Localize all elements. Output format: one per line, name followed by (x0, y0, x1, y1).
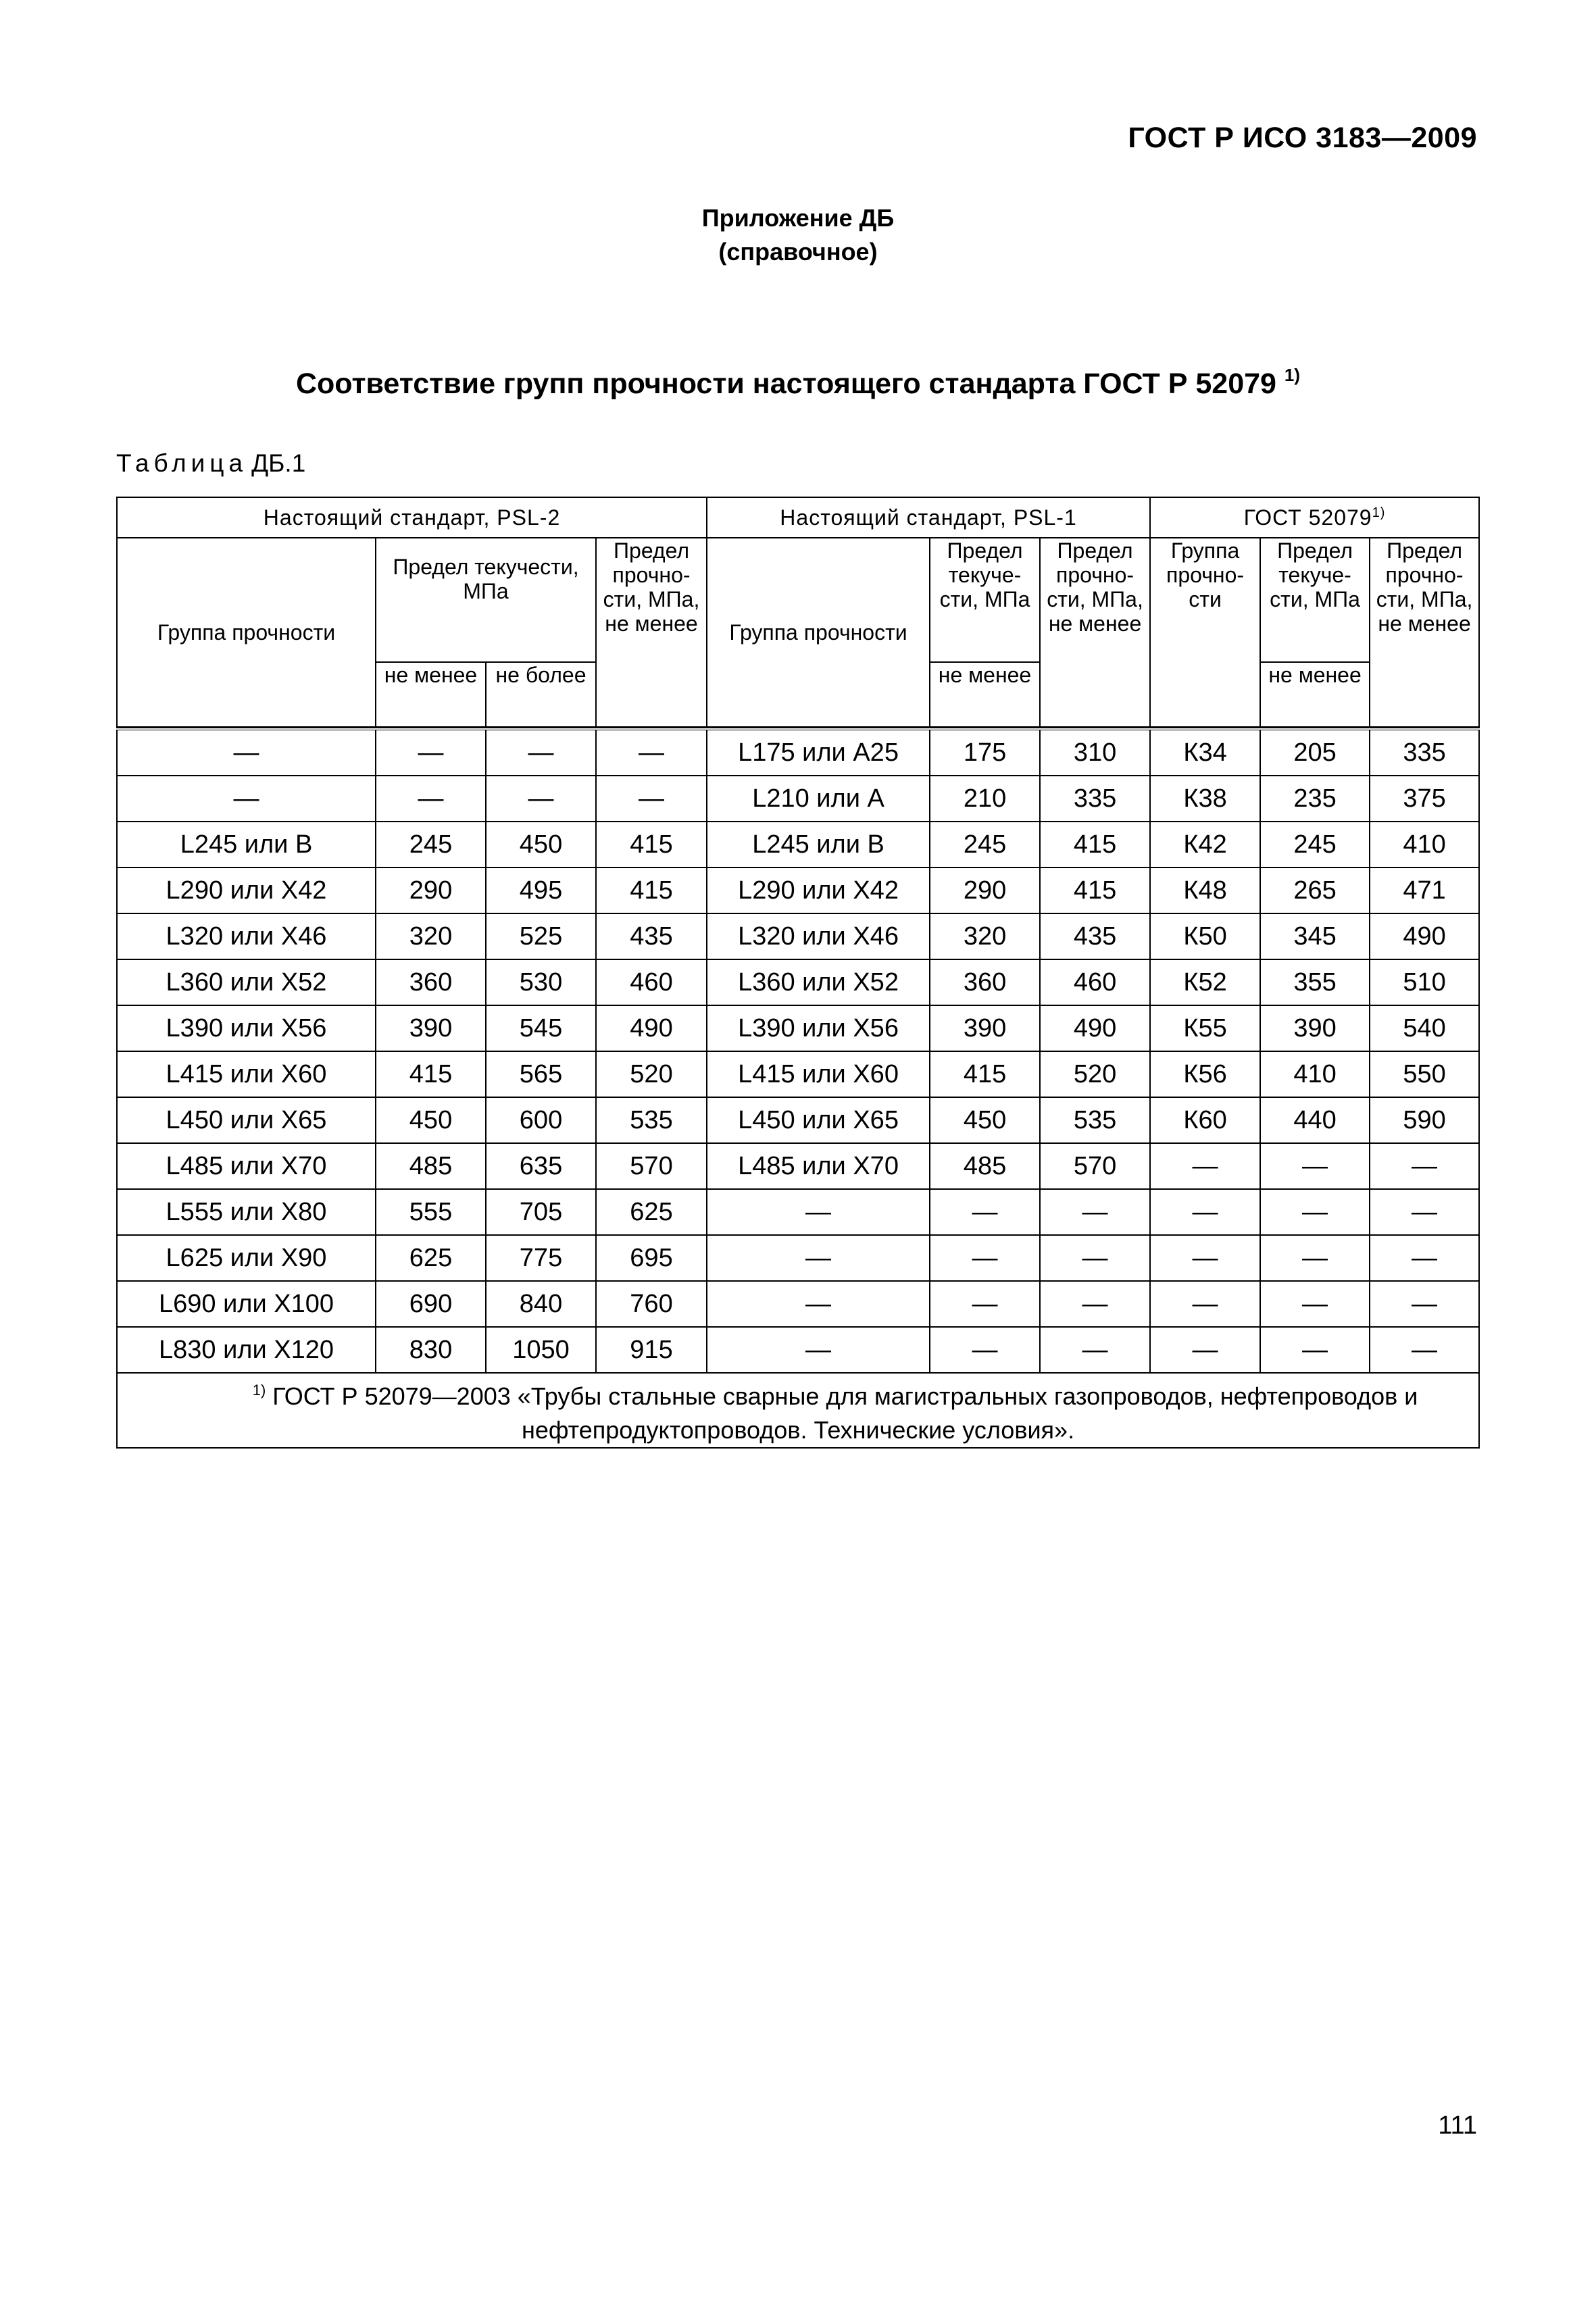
table-cell: 175 (930, 729, 1040, 776)
appendix-title: Приложение ДБ (701, 204, 895, 232)
table-cell: 830 (376, 1327, 486, 1373)
col-header-tensile-gost: Предел прочно-сти, МПа, не менее (1370, 538, 1479, 727)
table-footnote (117, 1373, 1479, 1448)
gost-header-footnote-mark: 1) (1372, 505, 1386, 520)
table-cell: 435 (596, 913, 707, 959)
table-cell: — (376, 729, 486, 776)
table-label-number: ДБ.1 (251, 449, 306, 477)
table-cell: К50 (1150, 913, 1260, 959)
table-row (117, 1235, 1479, 1281)
table-cell: L450 или X65 (117, 1097, 376, 1143)
table-cell: 390 (1260, 1005, 1370, 1051)
table-cell: 555 (376, 1189, 486, 1235)
table-cell: 520 (1040, 1051, 1150, 1097)
table-cell: — (1370, 1143, 1479, 1189)
table-row (117, 867, 1479, 913)
table-cell: — (930, 1281, 1040, 1327)
table-cell: 520 (596, 1051, 707, 1097)
table-cell: 510 (1370, 959, 1479, 1005)
table-label (116, 449, 305, 478)
table-cell: 530 (486, 959, 596, 1005)
table-cell: 415 (1040, 867, 1150, 913)
table-body (117, 729, 1479, 1373)
table-title-text: Соответствие групп прочности настоящего стандарта ГОСТ Р 52079 (295, 368, 1276, 400)
table-cell: 460 (596, 959, 707, 1005)
table-cell: 245 (930, 822, 1040, 867)
table-cell: 320 (376, 913, 486, 959)
table-row (117, 1005, 1479, 1051)
table-cell: L555 или X80 (117, 1189, 376, 1235)
table-cell: 540 (1370, 1005, 1479, 1051)
table-cell: — (1040, 1281, 1150, 1327)
table-cell: — (486, 729, 596, 776)
table-cell: 290 (376, 867, 486, 913)
table-row (117, 1051, 1479, 1097)
table-cell: — (1260, 1235, 1370, 1281)
table-cell: 210 (930, 776, 1040, 822)
table-cell: 290 (930, 867, 1040, 913)
table-cell: 415 (596, 867, 707, 913)
table-cell: — (486, 776, 596, 822)
table-cell: 415 (930, 1051, 1040, 1097)
table-cell: — (1260, 1143, 1370, 1189)
table-cell: 390 (930, 1005, 1040, 1051)
col-header-yield-max-psl2: не более (486, 662, 596, 727)
table-cell: L450 или X65 (707, 1097, 930, 1143)
table-cell: 525 (486, 913, 596, 959)
table-cell: L360 или X52 (117, 959, 376, 1005)
col-header-yield-min-gost: не менее (1260, 662, 1370, 727)
group-header-psl1: Настоящий стандарт, PSL-1 (707, 497, 1150, 538)
table-row (117, 1327, 1479, 1373)
table-cell: L290 или X42 (707, 867, 930, 913)
table-cell: — (930, 1235, 1040, 1281)
table-cell: L290 или X42 (117, 867, 376, 913)
table-cell: L485 или X70 (117, 1143, 376, 1189)
table-cell: 415 (376, 1051, 486, 1097)
table-cell: 355 (1260, 959, 1370, 1005)
footnote-text: ГОСТ Р 52079—2003 «Трубы стальные сварные для магистральных газопроводов, нефтепроводов и нефтепродуктопроводов. Технические условия». (272, 1382, 1418, 1444)
table-cell: 485 (376, 1143, 486, 1189)
table-cell: 450 (486, 822, 596, 867)
document-code: ГОСТ Р ИСО 3183—2009 (1128, 122, 1477, 154)
table-cell: 410 (1260, 1051, 1370, 1097)
table-cell: 705 (486, 1189, 596, 1235)
table-cell: 485 (930, 1143, 1040, 1189)
table-row (117, 1189, 1479, 1235)
table-cell: — (117, 776, 376, 822)
table-cell: L690 или X100 (117, 1281, 376, 1327)
table-cell: — (1260, 1281, 1370, 1327)
table-cell: L415 или X60 (117, 1051, 376, 1097)
appendix-heading (0, 201, 1596, 269)
table-cell: L320 или X46 (707, 913, 930, 959)
table-cell: 1050 (486, 1327, 596, 1373)
group-header-psl2: Настоящий стандарт, PSL-2 (117, 497, 707, 538)
appendix-subtitle: (справочное) (718, 238, 878, 266)
page-number: 111 (1438, 2111, 1477, 2140)
table-cell: 410 (1370, 822, 1479, 867)
table-cell: 625 (596, 1189, 707, 1235)
table-row (117, 1097, 1479, 1143)
footnote-mark: 1) (252, 1382, 266, 1399)
table-cell: К55 (1150, 1005, 1260, 1051)
table-cell: 495 (486, 867, 596, 913)
table-cell: — (117, 729, 376, 776)
table-cell: 245 (1260, 822, 1370, 867)
table-cell: 415 (596, 822, 707, 867)
table-cell: 760 (596, 1281, 707, 1327)
col-header-grade-psl2: Группа прочности (117, 538, 376, 727)
table-label-word: Таблица (116, 449, 248, 477)
table-cell: — (376, 776, 486, 822)
table-cell: 450 (376, 1097, 486, 1143)
table-cell: 635 (486, 1143, 596, 1189)
col-header-grade-gost: Группа прочно-сти (1150, 538, 1260, 727)
table-cell: 570 (1040, 1143, 1150, 1189)
table-cell: 265 (1260, 867, 1370, 913)
table-cell: 625 (376, 1235, 486, 1281)
table-cell: L320 или X46 (117, 913, 376, 959)
table-cell: — (1370, 1235, 1479, 1281)
table-cell: 360 (930, 959, 1040, 1005)
table-cell: 335 (1040, 776, 1150, 822)
col-header-yield-min-psl2: не менее (376, 662, 486, 727)
table-cell: 565 (486, 1051, 596, 1097)
table-cell: — (930, 1327, 1040, 1373)
table-cell: L245 или B (707, 822, 930, 867)
table-cell: 345 (1260, 913, 1370, 959)
table-cell: L245 или B (117, 822, 376, 867)
table-cell: 550 (1370, 1051, 1479, 1097)
table-cell: — (1040, 1235, 1150, 1281)
table-cell: К52 (1150, 959, 1260, 1005)
table-cell: — (707, 1281, 930, 1327)
table-row (117, 913, 1479, 959)
table-cell: К60 (1150, 1097, 1260, 1143)
table-cell: 690 (376, 1281, 486, 1327)
table-cell: К42 (1150, 822, 1260, 867)
table-cell: — (596, 729, 707, 776)
table-cell: L360 или X52 (707, 959, 930, 1005)
table-row (117, 822, 1479, 867)
col-header-tensile-psl2: Предел прочно-сти, МПа, не менее (596, 538, 707, 727)
table-row (117, 1281, 1479, 1327)
table-row (117, 1143, 1479, 1189)
table-cell: — (930, 1189, 1040, 1235)
table-cell: L210 или A (707, 776, 930, 822)
col-header-grade-psl1: Группа прочности (707, 538, 930, 727)
table-cell: 310 (1040, 729, 1150, 776)
table-cell: 320 (930, 913, 1040, 959)
table-cell: 390 (376, 1005, 486, 1051)
col-header-yield-psl1: Предел текуче-сти, МПа (930, 538, 1040, 662)
table-cell: — (1370, 1281, 1479, 1327)
table-cell: 205 (1260, 729, 1370, 776)
table-cell: 535 (1040, 1097, 1150, 1143)
table-cell: 490 (1040, 1005, 1150, 1051)
table-cell: L390 или X56 (117, 1005, 376, 1051)
table-cell: 440 (1260, 1097, 1370, 1143)
table-cell: 570 (596, 1143, 707, 1189)
table-cell: 840 (486, 1281, 596, 1327)
table-cell: — (707, 1189, 930, 1235)
table-cell: 695 (596, 1235, 707, 1281)
table-cell: L175 или A25 (707, 729, 930, 776)
table-cell: — (1040, 1189, 1150, 1235)
table-cell: К38 (1150, 776, 1260, 822)
table-cell: 460 (1040, 959, 1150, 1005)
table-cell: 235 (1260, 776, 1370, 822)
table-cell: — (1150, 1281, 1260, 1327)
table-cell: — (1150, 1189, 1260, 1235)
table-cell: L830 или X120 (117, 1327, 376, 1373)
table-row (117, 776, 1479, 822)
table-cell: — (1370, 1327, 1479, 1373)
table-cell: — (1150, 1327, 1260, 1373)
table-cell: 490 (596, 1005, 707, 1051)
table-cell: 435 (1040, 913, 1150, 959)
table-cell: 415 (1040, 822, 1150, 867)
table-cell: 471 (1370, 867, 1479, 913)
table-cell: — (1370, 1189, 1479, 1235)
table-cell: 545 (486, 1005, 596, 1051)
col-header-yield-gost: Предел текуче-сти, МПа (1260, 538, 1370, 662)
table-cell: 915 (596, 1327, 707, 1373)
table-cell: — (1040, 1327, 1150, 1373)
strength-groups-table (116, 497, 1480, 1449)
table-cell: К56 (1150, 1051, 1260, 1097)
gost-header-text: ГОСТ 52079 (1243, 505, 1372, 530)
table-cell: L625 или X90 (117, 1235, 376, 1281)
col-header-yield-psl2: Предел текучести, МПа (376, 538, 596, 662)
table-cell: — (1260, 1327, 1370, 1373)
table-cell: 600 (486, 1097, 596, 1143)
table-cell: — (707, 1235, 930, 1281)
col-header-tensile-psl1: Предел прочно-сти, МПа, не менее (1040, 538, 1150, 727)
col-header-yield-min-psl1: не менее (930, 662, 1040, 727)
table-cell: 490 (1370, 913, 1479, 959)
table-cell: 590 (1370, 1097, 1479, 1143)
table-cell: 335 (1370, 729, 1479, 776)
table-cell: L485 или X70 (707, 1143, 930, 1189)
table-cell: К34 (1150, 729, 1260, 776)
group-header-gost (1150, 497, 1479, 538)
table-cell: К48 (1150, 867, 1260, 913)
table-cell: L415 или X60 (707, 1051, 930, 1097)
table-cell: — (1150, 1235, 1260, 1281)
table-cell: — (1260, 1189, 1370, 1235)
table-cell: — (707, 1327, 930, 1373)
table-title (0, 365, 1596, 401)
table-cell: 245 (376, 822, 486, 867)
table-row (117, 959, 1479, 1005)
table-cell: L390 или X56 (707, 1005, 930, 1051)
table-cell: 360 (376, 959, 486, 1005)
table-cell: 535 (596, 1097, 707, 1143)
table-title-footnote-mark: 1) (1284, 365, 1301, 385)
table-row (117, 729, 1479, 776)
table-cell: 450 (930, 1097, 1040, 1143)
table-cell: 375 (1370, 776, 1479, 822)
table-cell: — (1150, 1143, 1260, 1189)
table-cell: 775 (486, 1235, 596, 1281)
table-cell: — (596, 776, 707, 822)
